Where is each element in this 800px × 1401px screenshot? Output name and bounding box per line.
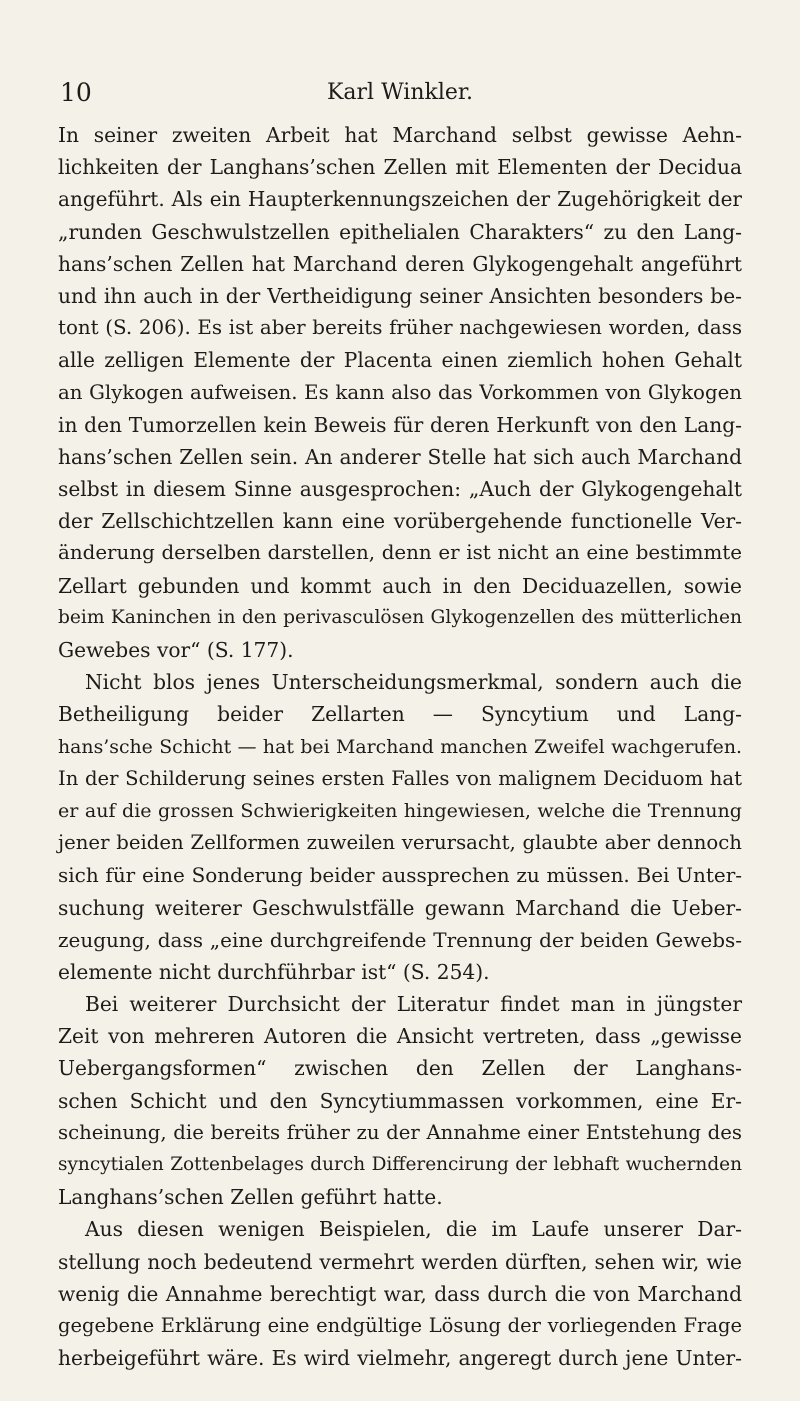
- text-line: syncytialen Zottenbelages durch Differencirung der lebhaft wuchernden: [58, 1154, 742, 1175]
- text-line: In seiner zweiten Arbeit hat Marchand selbst gewisse Aehn-: [58, 123, 742, 147]
- text-line: angeführt. Als ein Haupterkennungszeichen der Zugehörigkeit der: [58, 187, 742, 212]
- text-line: sich für eine Sonderung beider aussprechen zu müssen. Bei Unter-: [58, 863, 742, 888]
- text-line: suchung weiterer Geschwulstfälle gewann Marchand die Ueber-: [58, 895, 742, 920]
- text-line: lichkeiten der Langhans’schen Zellen mit Elementen der Decidua: [58, 155, 742, 180]
- text-line: tont (S. 206). Es ist aber bereits früher nachgewiesen worden, dass: [58, 316, 742, 340]
- text-line: hans’schen Zellen hat Marchand deren Glykogengehalt angeführt: [58, 251, 742, 276]
- text-line: gegebene Erklärung eine endgültige Lösung der vorliegenden Frage: [58, 1313, 742, 1337]
- text-line: alle zelligen Elemente der Placenta einen ziemlich hohen Gehalt: [58, 348, 742, 373]
- text-line: schen Schicht und den Syncytiummassen vorkommen, eine Er-: [58, 1088, 742, 1113]
- text-line: er auf die grossen Schwierigkeiten hingewiesen, welche die Trennung: [58, 799, 742, 822]
- text-line: hans’schen Zellen sein. An anderer Stelle hat sich auch Marchand: [58, 444, 742, 469]
- text-line: an Glykogen aufweisen. Es kann also das Vorkommen von Glykogen: [58, 380, 742, 404]
- text-line: zeugung, dass „eine durchgreifende Trennung der beiden Gewebs-: [58, 927, 742, 952]
- text-line: Betheiligung beider Zellarten — Syncytium und Lang-: [58, 702, 742, 727]
- text-line: jener beiden Zellformen zuweilen verursacht, glaubte aber dennoch: [58, 831, 742, 855]
- text-line: Nicht blos jenes Unterscheidungsmerkmal, sondern auch die: [85, 670, 742, 695]
- text-line: Zellart gebunden und kommt auch in den Deciduazellen, sowie: [58, 573, 742, 598]
- text-line: beim Kaninchen in den perivasculösen Glykogenzellen des mütterlichen: [58, 606, 742, 628]
- text-line: elemente nicht durchführbar ist“ (S. 254).: [58, 959, 490, 984]
- text-line: hans’sche Schicht — hat bei Marchand manchen Zweifel wachgerufen.: [58, 735, 742, 758]
- text-line: scheinung, die bereits früher zu der Annahme einer Entstehung des: [58, 1120, 742, 1144]
- text-line: und ihn auch in der Vertheidigung seiner Ansichten besonders be-: [58, 283, 742, 308]
- text-line: Aus diesen wenigen Beispielen, die im Laufe unserer Dar-: [85, 1217, 742, 1242]
- text-line: „runden Geschwulstzellen epithelialen Charakters“ zu den Lang-: [58, 219, 742, 244]
- body-text: [58, 119, 742, 1374]
- text-line: herbeigeführt wäre. Es wird vielmehr, angeregt durch jene Unter-: [58, 1346, 742, 1371]
- text-line: in den Tumorzellen kein Beweis für deren Herkunft von den Lang-: [58, 412, 742, 437]
- text-line: Bei weiterer Durchsicht der Literatur findet man in jüngster: [85, 992, 742, 1017]
- page-number: 10: [60, 78, 92, 107]
- running-head: Karl Winkler.: [326, 80, 473, 105]
- text-line: der Zellschichtzellen kann eine vorübergehende functionelle Ver-: [58, 509, 742, 534]
- text-line: Gewebes vor“ (S. 177).: [58, 638, 294, 662]
- text-line: änderung derselben darstellen, denn er ist nicht an eine bestimmte: [58, 541, 742, 565]
- text-line: Zeit von mehreren Autoren die Ansicht vertreten, dass „gewisse: [58, 1024, 742, 1049]
- text-line: selbst in diesem Sinne ausgesprochen: „Auch der Glykogengehalt: [58, 477, 742, 502]
- text-line: stellung noch bedeutend vermehrt werden dürften, sehen wir, wie: [58, 1249, 742, 1274]
- text-line: wenig die Annahme berechtigt war, dass durch die von Marchand: [58, 1281, 742, 1306]
- text-line: Langhans’schen Zellen geführt hatte.: [58, 1185, 443, 1210]
- text-line: In der Schilderung seines ersten Falles von malignem Deciduom hat: [58, 766, 742, 790]
- text-line: Uebergangsformen“ zwischen den Zellen der Langhans-: [58, 1056, 742, 1081]
